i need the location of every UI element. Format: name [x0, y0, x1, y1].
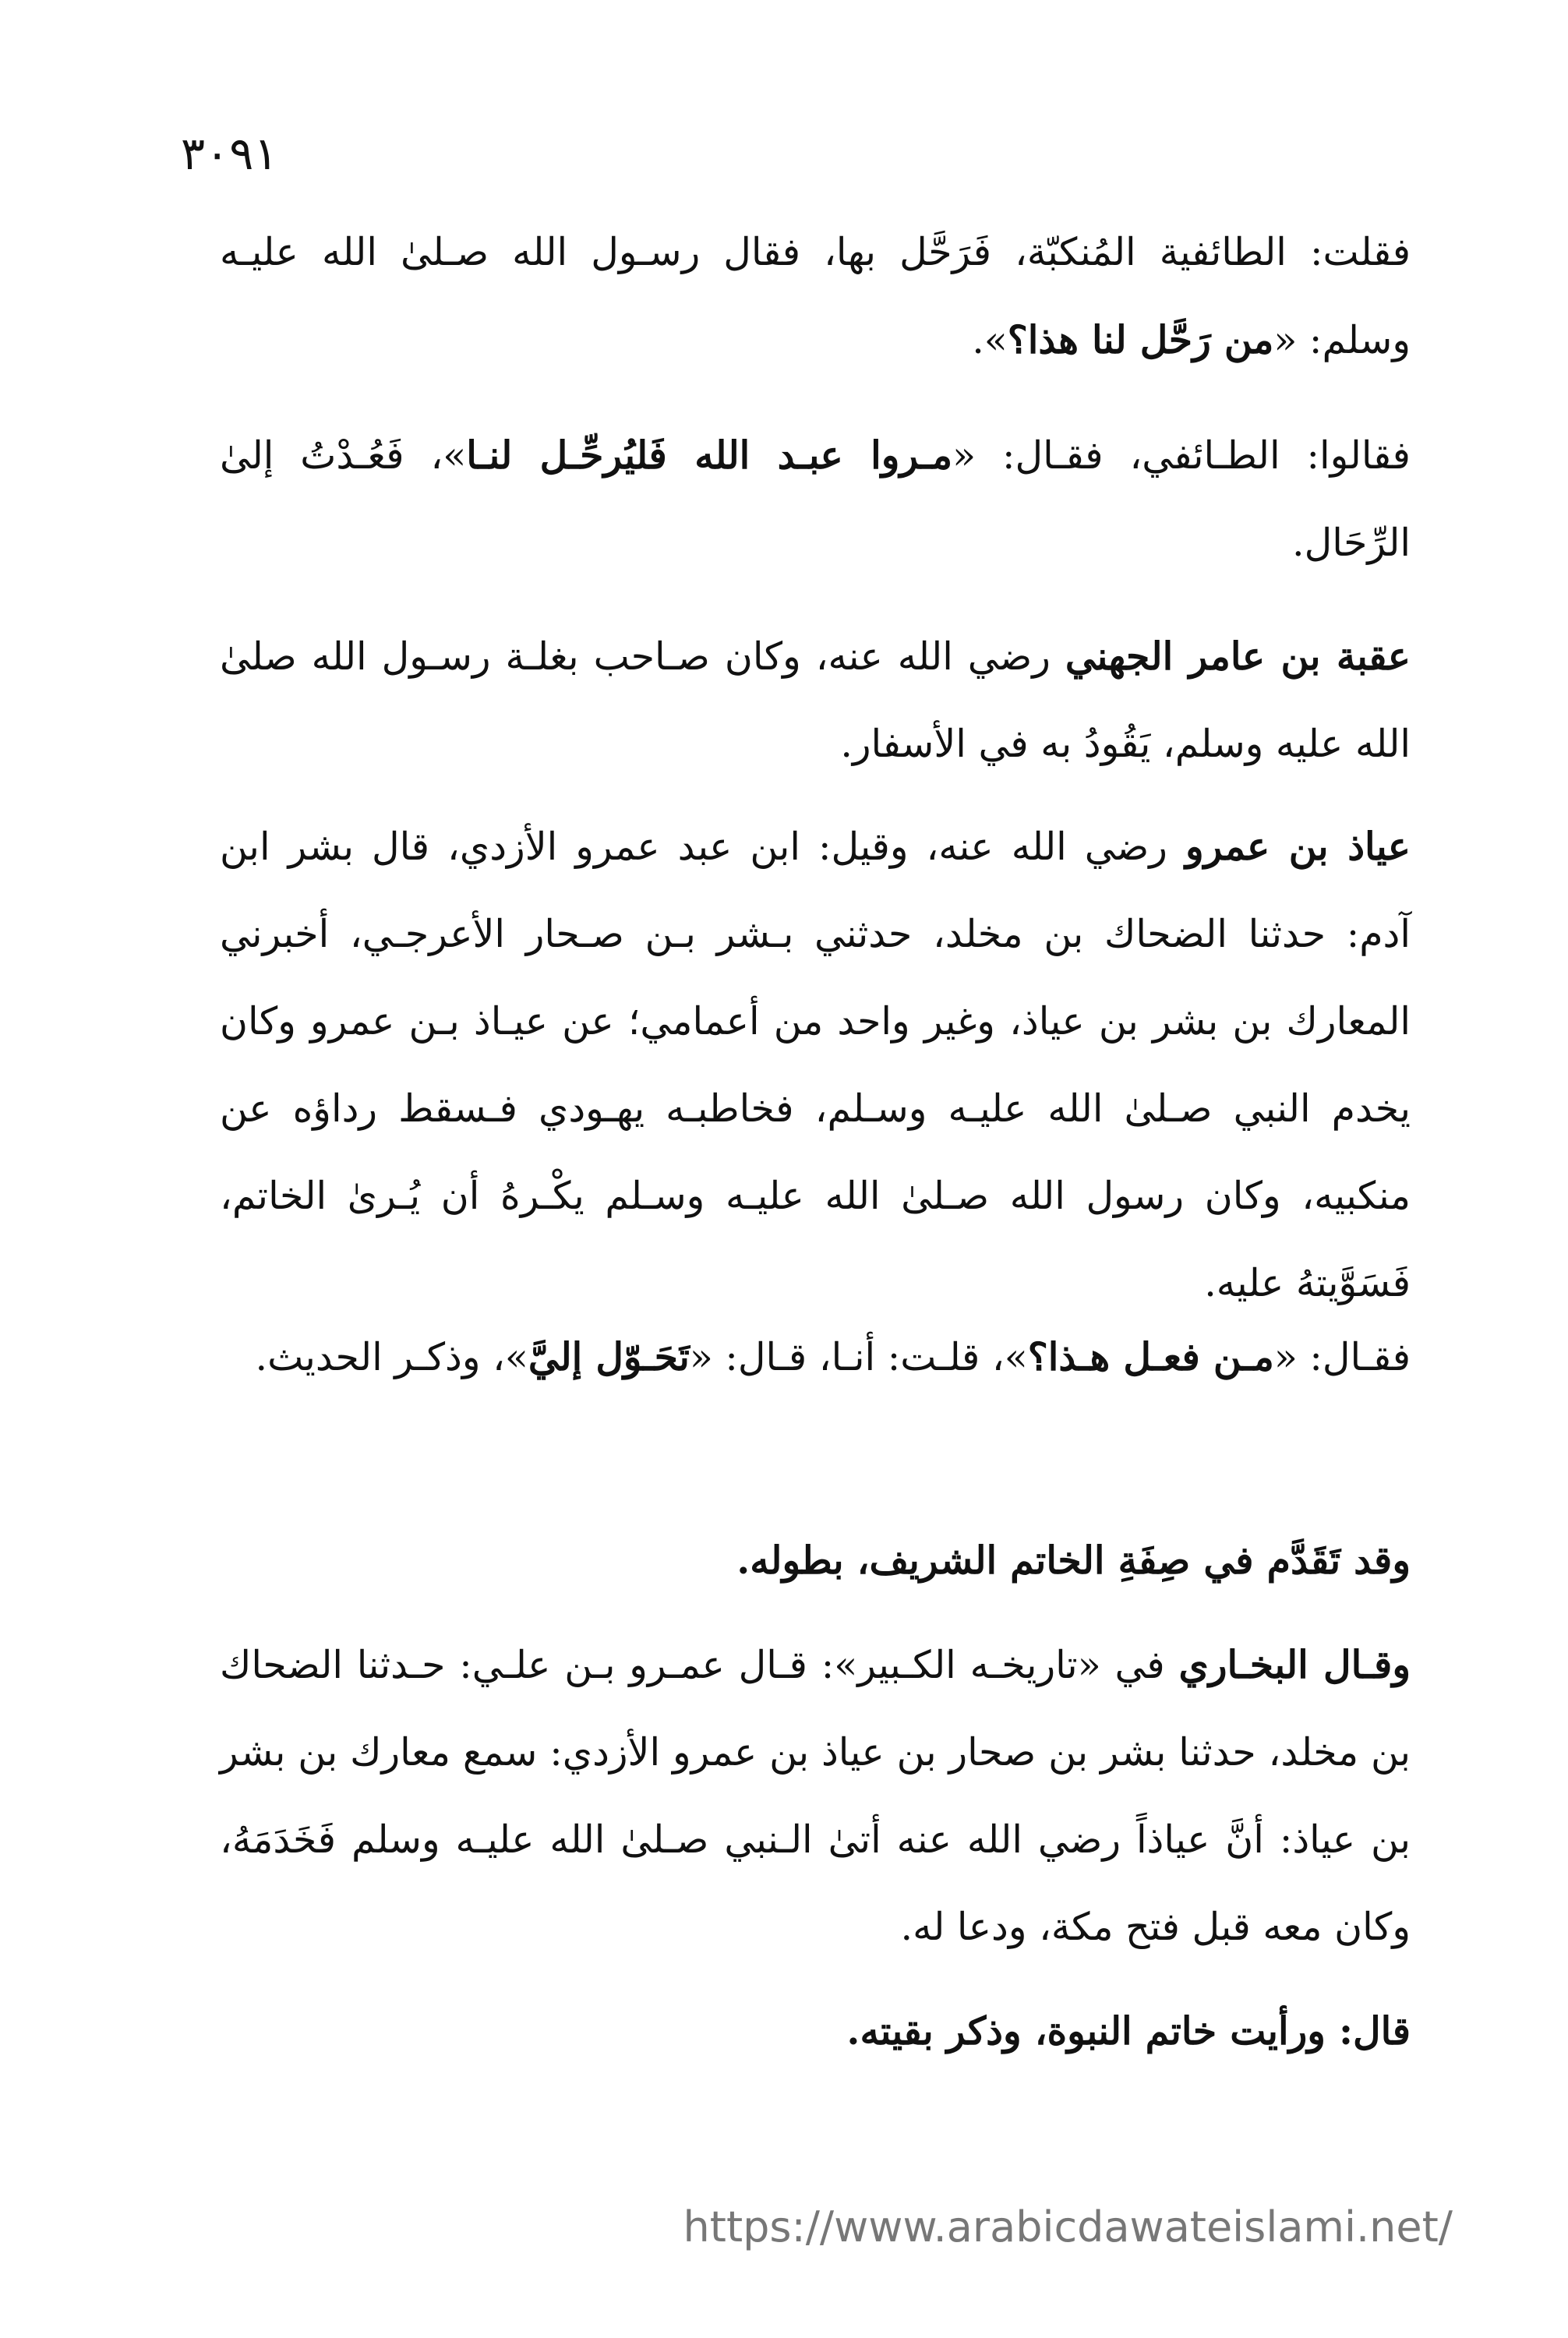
paragraph-3: [220, 613, 1411, 788]
text-segment: وقد تَقَدَّم في صِفَةِ الخاتم الشريف، بطوله.: [736, 1538, 1411, 1583]
text-segment: »، وذكـر الحديث.: [255, 1335, 528, 1379]
paragraph-7: [220, 1621, 1411, 1971]
quoted-speech: مـن فعـل هـذا؟: [1027, 1334, 1274, 1379]
paragraph-6: [220, 1517, 1411, 1605]
source-name: وقـال البخـاري: [1178, 1642, 1411, 1687]
page-number: ٣٠٩١: [181, 127, 278, 180]
paragraph-4: [220, 803, 1411, 1327]
text-segment: رضي الله عنه، وكان صـاحب بغلـة رسـول الله صلىٰ الله عليه وسلم، يَقُودُ به في الأسفار.: [220, 634, 1411, 766]
paragraph-1: [220, 209, 1411, 384]
text-segment: فقالوا: الطـائفي، فقـال: «: [952, 433, 1411, 478]
paragraph-8: [220, 1987, 1411, 2075]
quoted-speech: تَحَـوّل إليَّ: [528, 1334, 690, 1379]
text-segment: »، قلـت: أنـا، قـال: «: [689, 1335, 1028, 1379]
quoted-speech: مـروا عبـد الله فَليُرحِّـل لنـا: [466, 433, 953, 478]
companion-name: عقبة بن عامر الجهني: [1065, 634, 1411, 679]
text-segment: رضي الله عنه، وقيل: ابن عبد عمرو الأزدي، قال بشر ابن آدم: حدثنا الضحاك بن مخلد، حدثني بـشر بـن صـحار الأعرجـي، أخبرني المعارك بن بشر بن عياذ، وغير واحد من أعمامي؛ عن عيـاذ بـن عمرو وكان يخدم النبي صـلىٰ الله عليـه وسـلم، فخاطبـه يهـودي فـسقط رداؤه عن منكبيه، وكان رسول الله صـلىٰ الله عليـه وسـلم يكْـرهُ أن يُـرىٰ الخاتم، فَسَوَّيتهُ عليه.: [220, 825, 1411, 1305]
text-segment: في «تاريخـه الكـبير»: قـال عمـرو بـن علـي: حـدثنا الضحاك بن مخلد، حدثنا بشر بن صحار بن عياذ بن عمرو الأزدي: سمع معارك بن بشر بن عياذ: أنَّ عياذاً رضي الله عنه أتىٰ الـنبي صـلىٰ الله عليـه وسلم فَخَدَمَهُ، وكان معه قبل فتح مكة، ودعا له.: [220, 1643, 1411, 1949]
text-segment: فقـال: «: [1273, 1335, 1411, 1379]
paragraph-5: [220, 1313, 1411, 1401]
companion-name: عياذ بن عمرو: [1185, 824, 1411, 869]
paragraph-2: [220, 411, 1411, 587]
text-segment: ».: [972, 318, 1008, 362]
quoted-speech: من رَحَّل لنا هذا؟: [1007, 317, 1274, 362]
text-segment: »، فَعُـدْتُ إلىٰ الرِّحَال.: [220, 433, 1411, 565]
watermark-url: https://www.arabicdawateislami.net/: [683, 2202, 1453, 2251]
text-segment: فقلت: الطائفية المُنكبّة، فَرَحَّل بها، فقال رسـول الله صـلىٰ الله عليـه وسلم: «: [220, 230, 1411, 362]
text-segment: قال: ورأيت خاتم النبوة، وذكر بقيته.: [846, 2008, 1411, 2054]
